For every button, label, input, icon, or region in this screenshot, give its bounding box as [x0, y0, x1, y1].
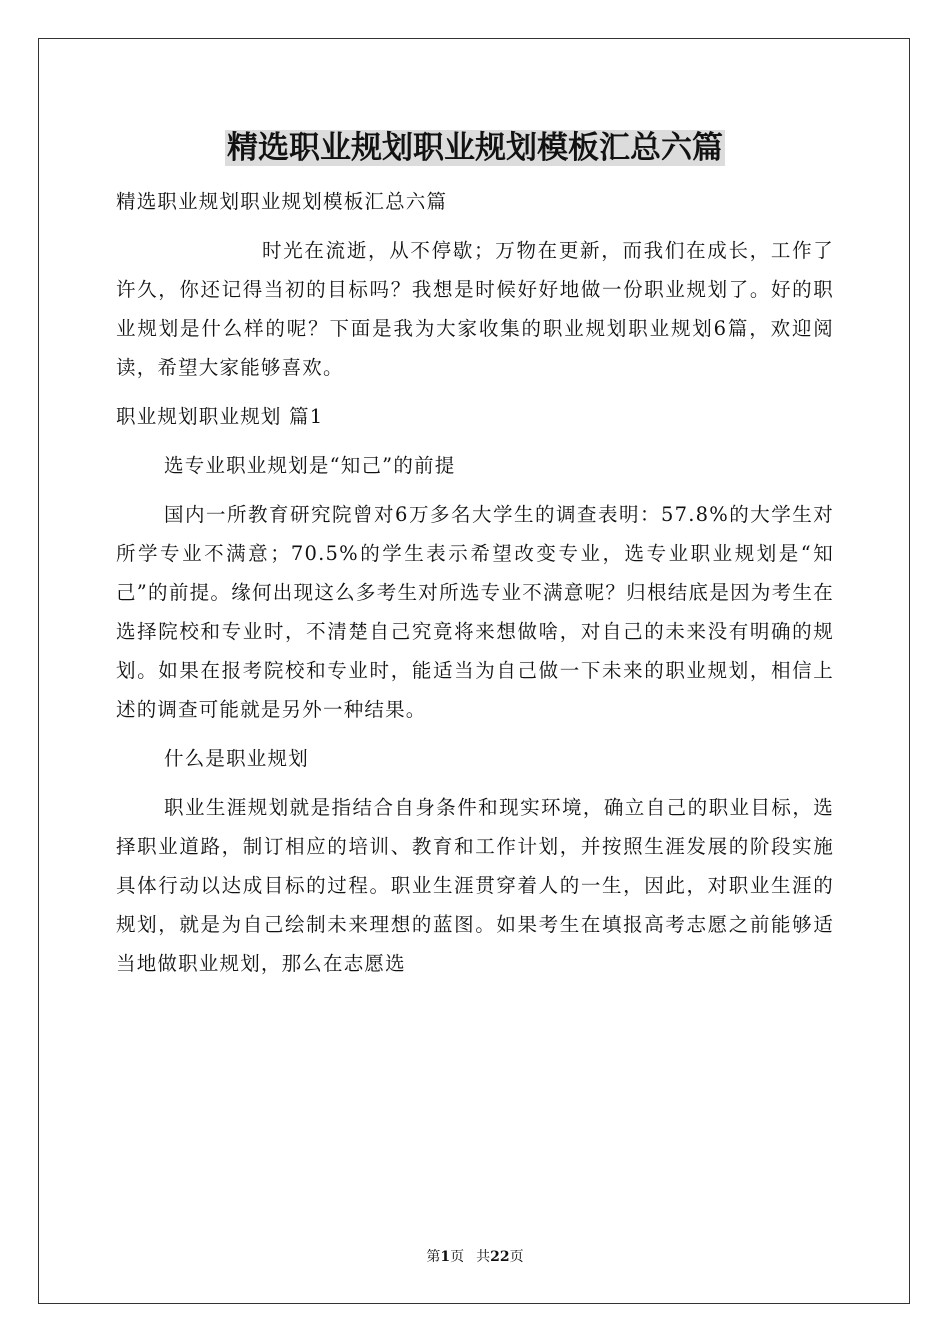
- footer-page-prefix: 第: [426, 1249, 441, 1265]
- section-heading: 职业规划职业规划 篇1: [116, 405, 324, 428]
- document-title: [0, 128, 950, 168]
- page-footer: [0, 1247, 950, 1267]
- footer-page-suffix: 页: [450, 1249, 465, 1265]
- document-title-text: 精选职业规划职业规划模板汇总六篇: [227, 130, 723, 166]
- intro-paragraph: 时光在流逝，从不停歇；万物在更新，而我们在成长，工作了许久，你还记得当初的目标吗？我想是时候好好地做一份职业规划了。好的职业规划是什么样的呢？下面是我为大家收集的职业规划职业规划6篇，欢迎阅读，希望大家能够喜欢。: [116, 239, 834, 379]
- footer-page-number: 1: [440, 1249, 451, 1265]
- footer-total-suffix: 页: [509, 1249, 524, 1265]
- definition-paragraph: 职业生涯规划就是指结合自身条件和现实环境，确立自己的职业目标，选择职业道路，制订相应的培训、教育和工作计划，并按照生涯发展的阶段实施具体行动以达成目标的过程。职业生涯贯穿着人的一生，因此，对职业生涯的规划，就是为自己绘制未来理想的蓝图。如果考生在填报高考志愿之前能够适当地做职业规划，那么在志愿选: [116, 796, 834, 975]
- sub-heading-choose-major: 选专业职业规划是“知己”的前提: [164, 454, 456, 477]
- survey-paragraph: 国内一所教育研究院曾对6万多名大学生的调查表明：57.8%的大学生对所学专业不满意；70.5%的学生表示希望改变专业，选专业职业规划是“知己”的前提。缘何出现这么多考生对所选专业不满意呢？归根结底是因为考生在选择院校和专业时，不清楚自己究竟将来想做啥，对自己的未来没有明确的规划。如果在报考院校和专业时，能适当为自己做一下未来的职业规划，相信上述的调查可能就是另外一种结果。: [116, 503, 834, 721]
- document-body: [116, 182, 834, 993]
- footer-total-prefix: 共: [476, 1249, 491, 1265]
- subtitle-line: 精选职业规划职业规划模板汇总六篇: [116, 190, 448, 213]
- sub-heading-what-is-career-planning: 什么是职业规划: [164, 747, 309, 770]
- footer-total-pages: 22: [490, 1249, 510, 1265]
